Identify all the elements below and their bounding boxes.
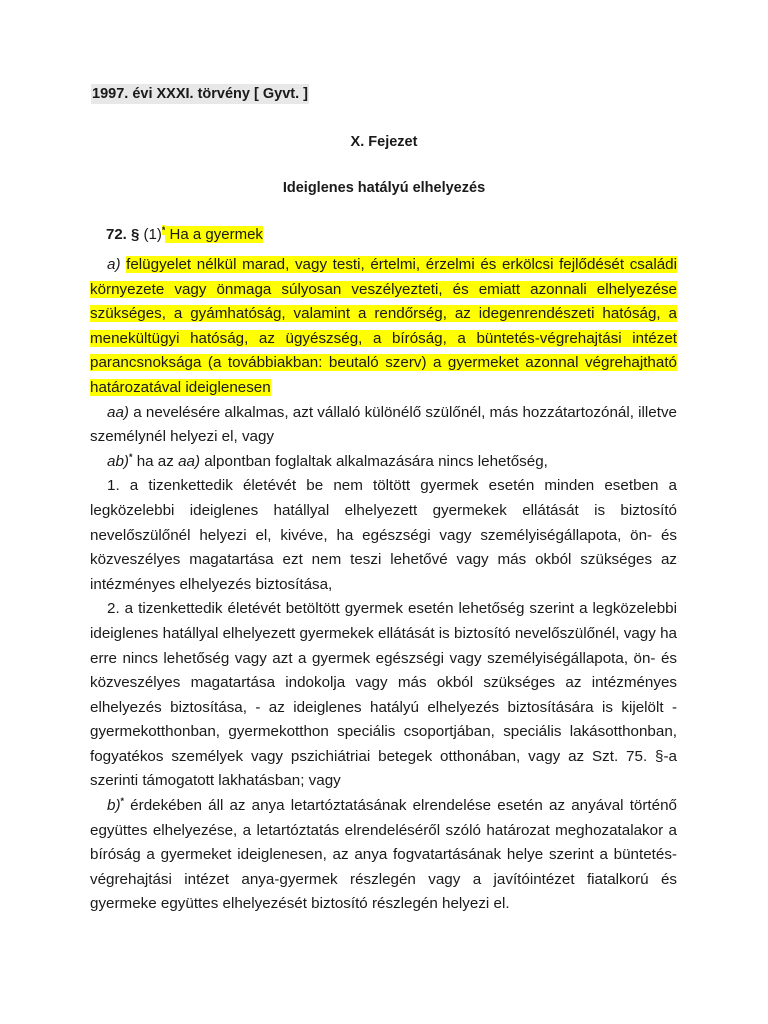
paragraph-lead: Ha a gyermek — [165, 226, 263, 243]
document-body — [90, 253, 677, 917]
point-aa-text: a nevelésére alkalmas, azt vállaló különélő szülőnél, más hozzátartozónál, illetve személynél helyezi el, vagy — [90, 403, 677, 446]
list-item-2: 2. a tizenkettedik életévét betöltött gyermek esetén lehetőség szerint a legközelebbi ideiglenes hatállyal elhelyezett gyermekek ellátását is biztosító nevelőszülőnél, vagy ha erre nincs lehetőség vagy azt a gyermek egészségi vagy személyiségállapota, ön- és közveszélyes magatartása indokolja vagy más okból szükséges az intézményes elhelyezés biztosítása, - az ideiglenes hatályú elhelyezés biztosítására is kijelölt - gyermekotthonban, gyermekotthon speciális csoportjában, speciális lakásotthonban, fogyatékos személyek vagy pszichiátriai betegek otthonában, vagy az Szt. 75. §-a szerinti támogatott lakhatásban; vagy — [90, 600, 677, 790]
point-b-label: b) — [107, 797, 121, 815]
section-title: Ideiglenes hatályú elhelyezés — [282, 180, 486, 196]
paragraph-number: 72. § — [106, 226, 140, 243]
point-a-text: felügyelet nélkül marad, vagy testi, értelmi, érzelmi és erkölcsi fejlődését családi környezete vagy önmaga súlyosan veszélyezteti, és emiatt azonnali elhelyezése szükséges, a gyámhatóság, valamint a rendőrség, az idegenrendészeti hatóság, a menekültügyi hatóság, az ügyészség, a bíróság, a büntetés-végrehajtási intézet parancsnoksága (a továbbiakban: beutaló szerv) a gyermeket azonnal végrehajtható határozatával ideiglenesen — [90, 256, 677, 396]
point-aa-label: aa) — [107, 403, 129, 421]
point-a-label: a) — [107, 256, 121, 273]
point-ab-label: ab) — [107, 452, 129, 470]
law-title: 1997. évi XXXI. törvény [ Gyvt. ] — [92, 86, 308, 102]
point-ab-ref: aa) — [178, 452, 201, 470]
paragraph-heading — [106, 224, 263, 246]
subsection-number: (1) — [139, 226, 162, 243]
point-aa — [90, 401, 677, 450]
point-a — [90, 253, 677, 401]
chapter-heading: X. Fejezet — [350, 134, 418, 150]
amendment-marker[interactable]: * — [128, 451, 133, 462]
amendment-marker[interactable]: * — [161, 225, 166, 235]
point-b-text: érdekében áll az anya letartóztatásának elrendelése esetén az anyával történő együttes elhelyezése, a letartóztatás elrendeléséről szóló határozat meghozatalakor a bíróság a gyermeket ideiglenesen, az anya fogvatartásának helye szerint a büntetés-végrehajtási intézet anya-gyermek részlegén vagy a javítóintézet fiatalkorú és gyermeke együttes elhelyezését biztosító részlegén helyezi el. — [90, 797, 677, 913]
point-ab-text-before: ha az — [132, 452, 179, 470]
amendment-marker[interactable]: * — [120, 796, 125, 807]
point-ab — [90, 450, 677, 475]
list-item-1: 1. a tizenkettedik életévét be nem töltött gyermek esetén minden esetben a legközelebbi ideiglenes hatállyal elhelyezett gyermekek ellátását is biztosító nevelőszülőnél helyezi el, kivéve, ha egészségi vagy személyiségállapota, ön- és közveszélyes magatartása ezt nem teszi lehetővé vagy más okból szükséges az intézményes elhelyezés biztosítása, — [90, 477, 677, 593]
point-b — [90, 794, 677, 917]
point-ab-text-after: alpontban foglaltak alkalmazására nincs lehetőség, — [200, 452, 548, 470]
